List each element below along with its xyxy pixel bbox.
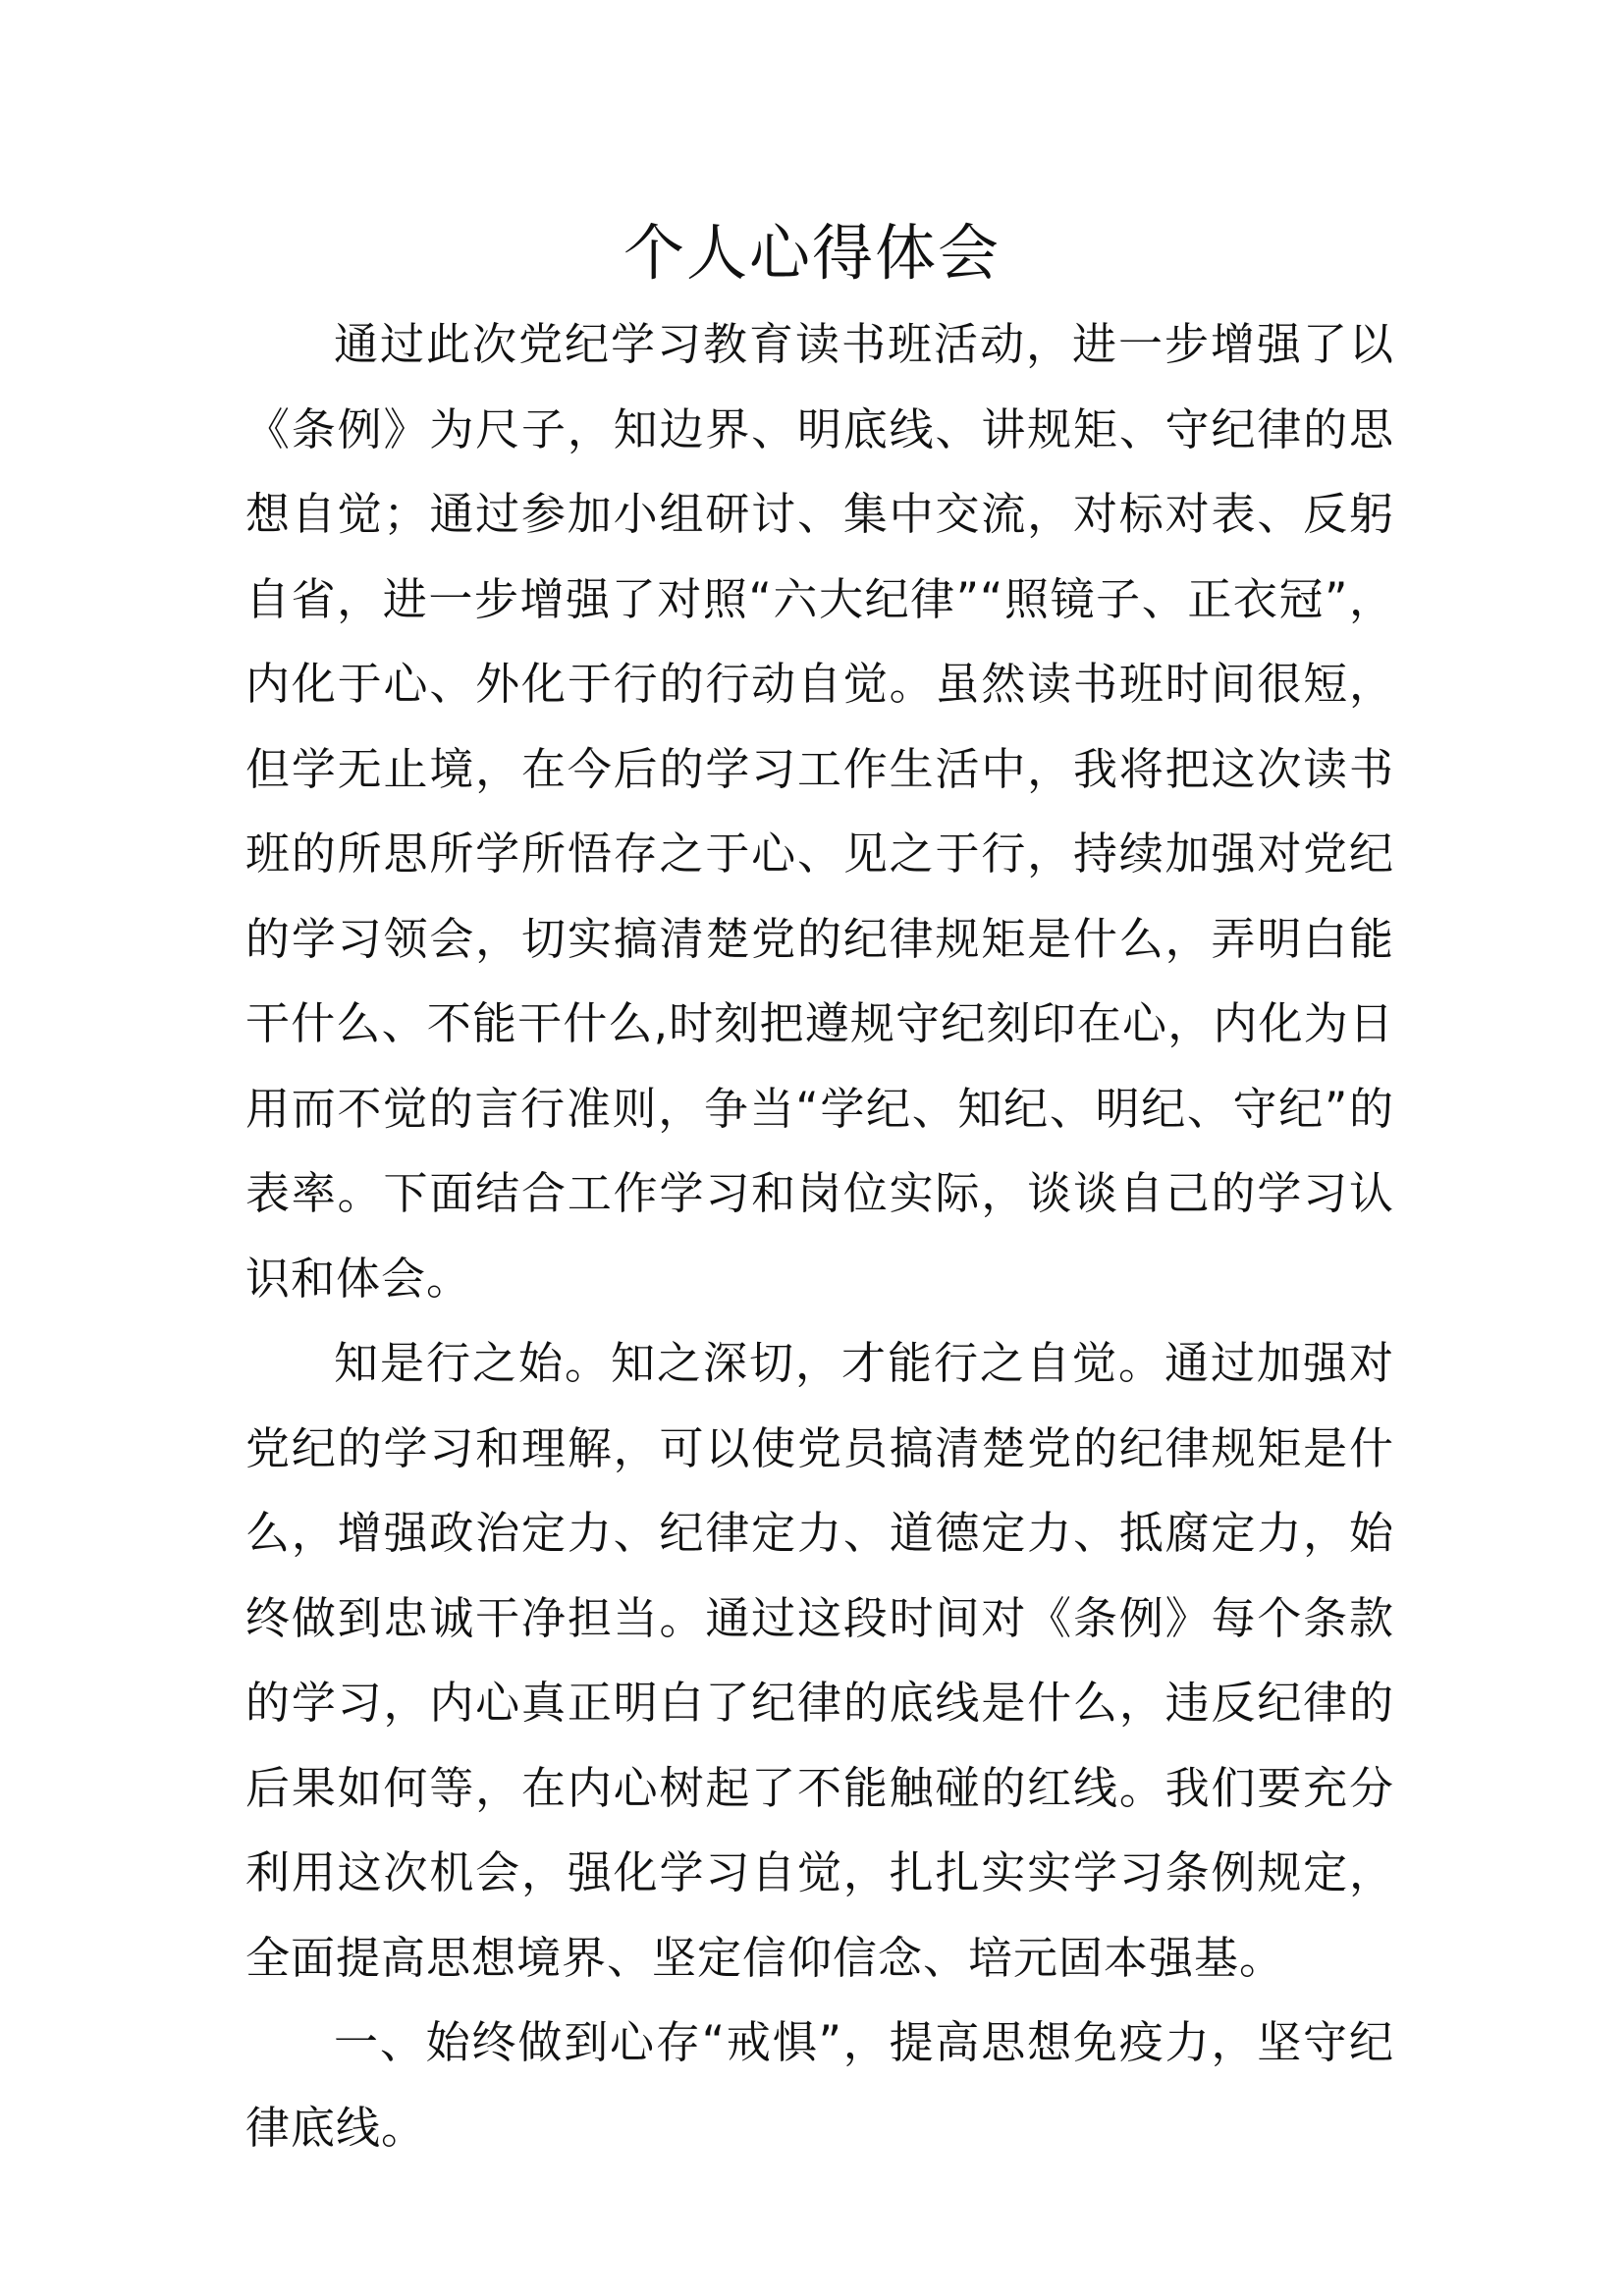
paragraph-knowledge: 知是行之始。知之深切，才能行之自觉。通过加强对党纪的学习和理解，可以使党员搞清楚党的纪律规矩是什么，增强政治定力、纪律定力、道德定力、抵腐定力，始终做到忠诚干净担当。通过这段时间对《条例》每个条款的学习，内心真正明白了纪律的底线是什么，违反纪律的后果如何等，在内心树起了不能触碰的红线。我们要充分利用这次机会，强化学习自觉，扎扎实实学习条例规定，全面提高思想境界、坚定信仰信念、培元固本强基。: [245, 1337, 1394, 1984]
document-title: 个人心得体会: [623, 217, 1001, 289]
section-heading-1: 一、始终做到心存“戒惧”，提高思想免疫力，坚守纪律底线。: [245, 2016, 1394, 2154]
paragraph-intro: 通过此次党纪学习教育读书班活动，进一步增强了以《条例》为尺子，知边界、明底线、讲规矩、守纪律的思想自觉；通过参加小组研讨、集中交流，对标对表、反躬自省，进一步增强了对照“六大纪律”“照镜子、正衣冠”，内化于心、外化于行的行动自觉。虽然读书班时间很短，但学无止境，在今后的学习工作生活中，我将把这次读书班的所思所学所悟存之于心、见之于行，持续加强对党纪的学习领会，切实搞清楚党的纪律规矩是什么，弄明白能干什么、不能干什么,时刻把遵规守纪刻印在心，内化为日用而不觉的言行准则，争当“学纪、知纪、明纪、守纪”的表率。下面结合工作学习和岗位实际，谈谈自己的学习认识和体会。: [245, 318, 1394, 1305]
document-body: [245, 302, 1394, 2170]
